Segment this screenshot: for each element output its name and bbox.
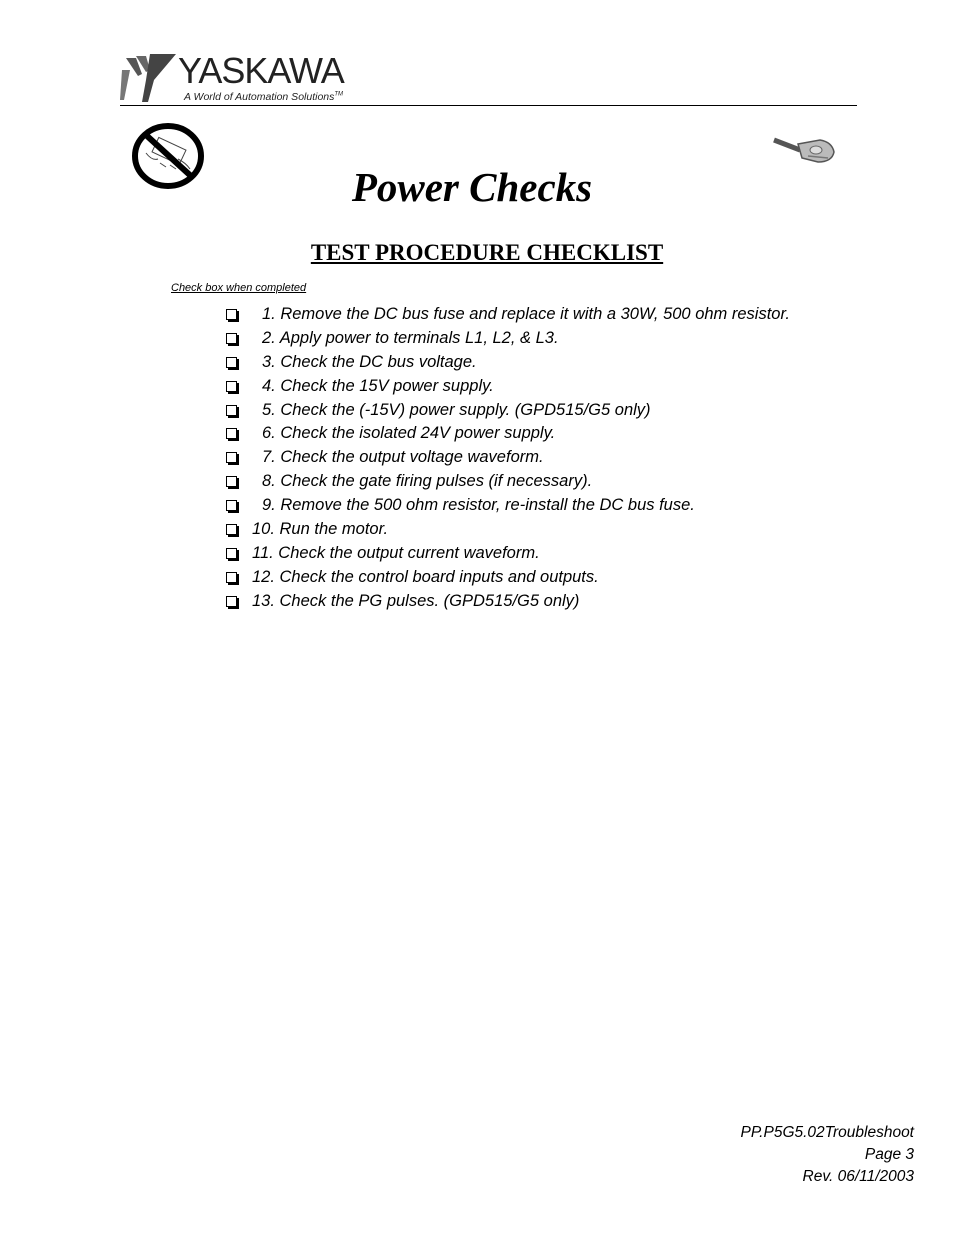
yaskawa-logo bbox=[120, 50, 370, 105]
checkbox[interactable] bbox=[226, 381, 237, 392]
checklist-item-label: 4. Check the 15V power supply. bbox=[262, 376, 494, 395]
section-heading: TEST PROCEDURE CHECKLIST bbox=[310, 240, 664, 265]
page-footer bbox=[741, 1122, 915, 1188]
checkbox[interactable] bbox=[226, 357, 237, 368]
checkbox[interactable] bbox=[226, 548, 237, 559]
instruction-note: Check box when completed bbox=[171, 282, 307, 294]
checklist-item-label: 12. Check the control board inputs and outputs. bbox=[252, 567, 599, 586]
revision-date: Rev. 06/11/2003 bbox=[802, 1168, 914, 1185]
logo-brand: YASKAWA bbox=[178, 50, 344, 91]
checklist-item-label: 1. Remove the DC bus fuse and replace it with a 30W, 500 ohm resistor. bbox=[262, 305, 790, 323]
page-title: Power Checks bbox=[351, 164, 593, 210]
checklist-item-label: 3. Check the DC bus voltage. bbox=[262, 352, 477, 371]
checklist-item-label: 11. Check the output current waveform. bbox=[252, 543, 540, 562]
checklist-item-label: 8. Check the gate firing pulses (if necessary). bbox=[262, 472, 593, 491]
plug-icon bbox=[772, 134, 836, 166]
checklist-item-label: 7. Check the output voltage waveform. bbox=[262, 448, 544, 467]
checkbox[interactable] bbox=[226, 333, 237, 344]
yaskawa-mark-icon bbox=[120, 50, 180, 105]
checklist-item-label: 2. Apply power to terminals L1, L2, & L3. bbox=[262, 328, 559, 347]
checklist-item-label: 10. Run the motor. bbox=[252, 520, 389, 539]
checkbox[interactable] bbox=[226, 405, 237, 416]
checkbox[interactable] bbox=[226, 596, 237, 607]
page-number: Page 3 bbox=[864, 1146, 914, 1163]
checkbox[interactable] bbox=[226, 500, 237, 511]
checkbox[interactable] bbox=[226, 524, 237, 535]
checklist-item-label: 9. Remove the 500 ohm resistor, re-install the DC bus fuse. bbox=[262, 496, 695, 515]
checklist-item-label: 5. Check the (-15V) power supply. (GPD515/G5 only) bbox=[262, 400, 651, 419]
header-rule bbox=[120, 105, 857, 106]
checklist-item-label: 6. Check the isolated 24V power supply. bbox=[262, 424, 556, 443]
checkbox[interactable] bbox=[226, 572, 237, 583]
document-id: PP.P5G5.02Troubleshoot bbox=[740, 1124, 914, 1141]
logo-tagline: A World of Automation Solutions™ bbox=[184, 91, 344, 103]
checkbox[interactable] bbox=[226, 309, 237, 320]
checklist-item-label: 13. Check the PG pulses. (GPD515/G5 only) bbox=[252, 591, 580, 610]
checkbox[interactable] bbox=[226, 452, 237, 463]
checkbox[interactable] bbox=[226, 476, 237, 487]
checkbox[interactable] bbox=[226, 428, 237, 439]
